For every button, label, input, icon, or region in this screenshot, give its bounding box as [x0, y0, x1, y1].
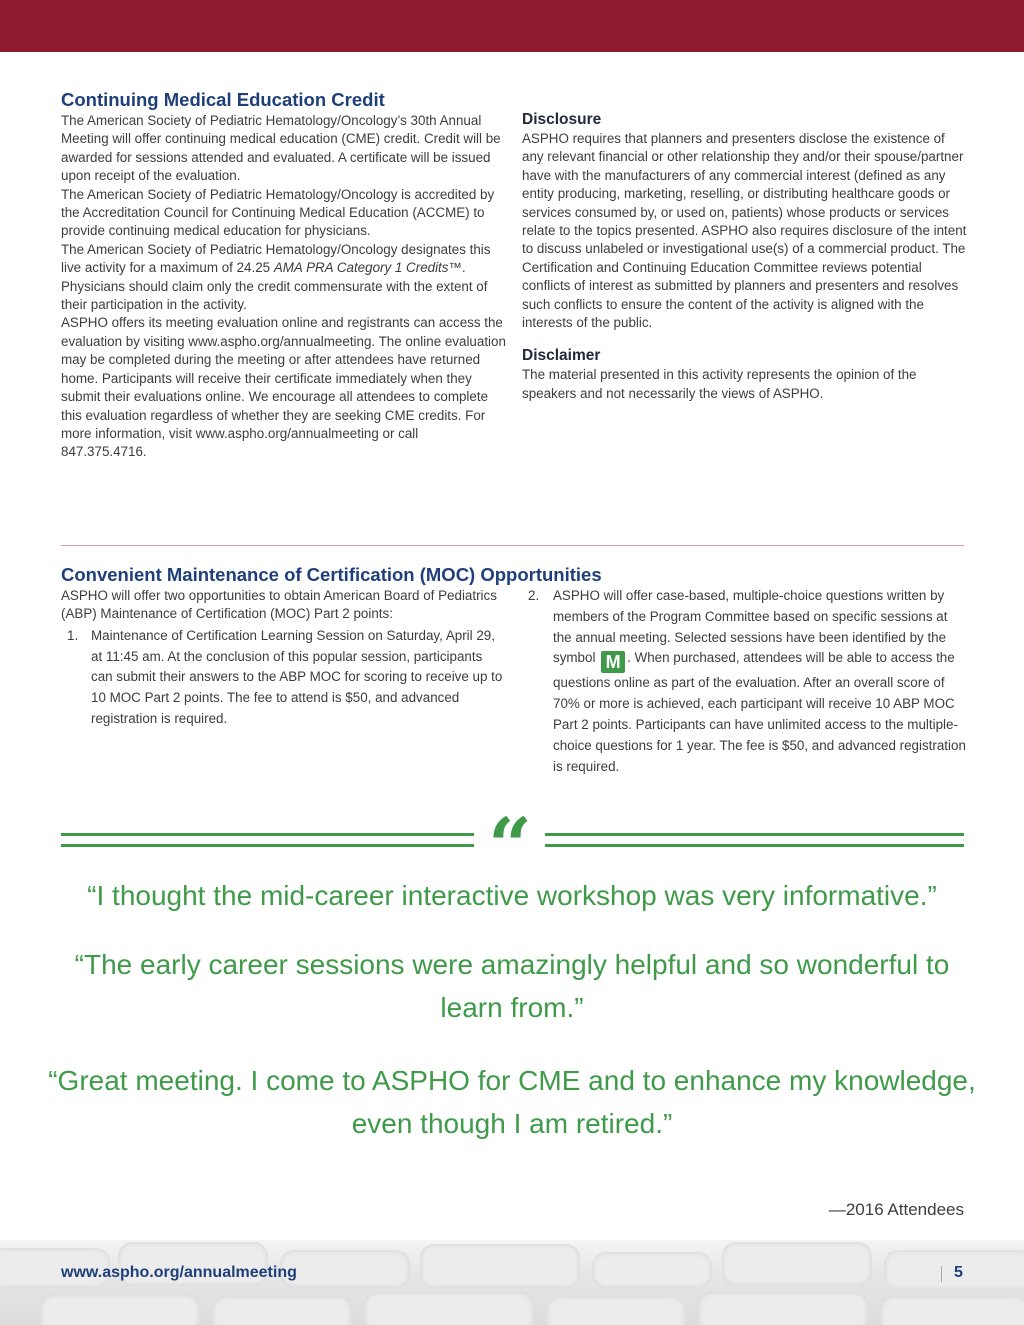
cme-p3-start: The American Society of Pediatric Hematology/Oncology designates this live activity for a maximum of 24.25: [61, 241, 491, 276]
testimonial-1: “I thought the mid-career interactive workshop was very informative.”: [87, 880, 937, 911]
header-color-band: [0, 0, 1024, 52]
quote-rule-right: [545, 833, 964, 849]
moc-item-2-text-end: . When purchased, attendees will be able to access the questions online as part of the evaluation. After an overall score of 70% or more is achieved, each participant will receive 10 ABP MOC Part 2 points. Participants can have unlimited access to the multiple-choice questions for 1 year. The fee is $50, and advanced registration is required.: [553, 650, 966, 774]
cme-section: [61, 88, 506, 462]
testimonial-attribution: —2016 Attendees: [828, 1200, 964, 1219]
ama-credit-name: AMA PRA Category 1 Credits: [273, 260, 449, 276]
moc-heading: Convenient Maintenance of Certification (MOC) Opportunities: [61, 564, 602, 585]
footer-separator: [941, 1266, 942, 1282]
moc-item-2: [528, 586, 968, 777]
moc-symbol-icon: M: [601, 651, 625, 673]
cme-paragraph-4: ASPHO offers its meeting evaluation online and registrants can access the evaluation by visiting www.aspho.org/annualmeeting. The online evaluation may be completed during the meeting or after attendees have returned home. Participants will receive their certificate immediately when they submit their evaluations online. We encourage all attendees to complete this evaluation regardless of whether they are seeking CME credits. For more information, visit www.aspho.org/annualmeeting or call 847.375.4716.: [61, 315, 506, 460]
disclaimer-heading: Disclaimer: [522, 347, 601, 365]
quotation-mark-icon: “: [488, 801, 532, 890]
moc-item-1: [61, 626, 506, 730]
cme-heading: Continuing Medical Education Credit: [61, 89, 385, 110]
moc-item-2-number: 2.: [528, 588, 540, 603]
cme-paragraph-1: The American Society of Pediatric Hematology/Oncology’s 30th Annual Meeting will offer continuing medical education (CME) credit. Credit will be awarded for sessions attended and evaluated. A certificate will be issued upon receipt of the evaluation.: [61, 113, 501, 184]
testimonials: [40, 874, 984, 1145]
moc-list-right: [528, 586, 968, 777]
moc-item-1-text: Maintenance of Certification Learning Session on Saturday, April 29, at 11:45 am. At the conclusion of this popular session, participants can submit their answers to the ABP MOC for scoring to receive up to 10 MOC Part 2 points. The fee to attend is $50, and advanced registration is required.: [91, 627, 503, 726]
disclaimer-text: The material presented in this activity represents the opinion of the speakers and not necessarily the views of ASPHO.: [522, 367, 917, 401]
quote-rule-left: [61, 833, 474, 849]
footer-website-link[interactable]: www.aspho.org/annualmeeting: [61, 1264, 297, 1281]
moc-intro: ASPHO will offer two opportunities to obtain American Board of Pediatrics (ABP) Maintenance of Certification (MOC) Part 2 points:: [61, 588, 497, 622]
section-divider: [61, 545, 964, 546]
moc-item-1-number: 1.: [67, 627, 79, 643]
testimonial-3: “Great meeting. I come to ASPHO for CME and to enhance my knowledge, even though I am retired.”: [48, 1065, 976, 1139]
page-number: 5: [954, 1264, 963, 1281]
moc-section: [61, 563, 602, 730]
disclosure-text: ASPHO requires that planners and presenters disclose the existence of any relevant financial or other relationship they and/or their spouse/partner have with the manufacturers of any commercial interest (defined as any entity producing, marketing, reselling, or distributing healthcare goods or services consumed by, or used on, patients) whose products or services relate to the topics presented. ASPHO also requires disclosure of the intent to discuss unlabeled or investigational use(s) of a commercial product. The Certification and Continuing Education Committee reviews potential conflicts of interest as submitted by planners and presenters and resolves such conflicts to ensure the content of the activity is aligned with the interests of the public.: [522, 131, 967, 331]
disclosure-heading: Disclosure: [522, 111, 602, 128]
moc-list-left: [61, 626, 506, 730]
cme-paragraph-2: The American Society of Pediatric Hematology/Oncology is accredited by the Accreditation Council for Continuing Medical Education (ACCME) to provide continuing medical education for physicians.: [61, 186, 495, 239]
testimonial-2: “The early career sessions were amazingly helpful and so wonderful to learn from.”: [74, 949, 950, 1023]
moc-item-2-text-start: ASPHO will offer case-based, multiple-choice questions written by members of the Program Committee based on specific sessions at the annual meeting. Selected sessions have been identified by the symbol: [553, 588, 948, 666]
footer-stone-texture: [0, 1240, 1024, 1325]
cme-paragraph-3: [61, 241, 506, 315]
disclosure-section: [522, 110, 967, 403]
cme-p3-end: ™. Physicians should claim only the credit commensurate with the extent of their participation in the activity.: [61, 260, 488, 313]
moc-section-right: [528, 586, 968, 777]
